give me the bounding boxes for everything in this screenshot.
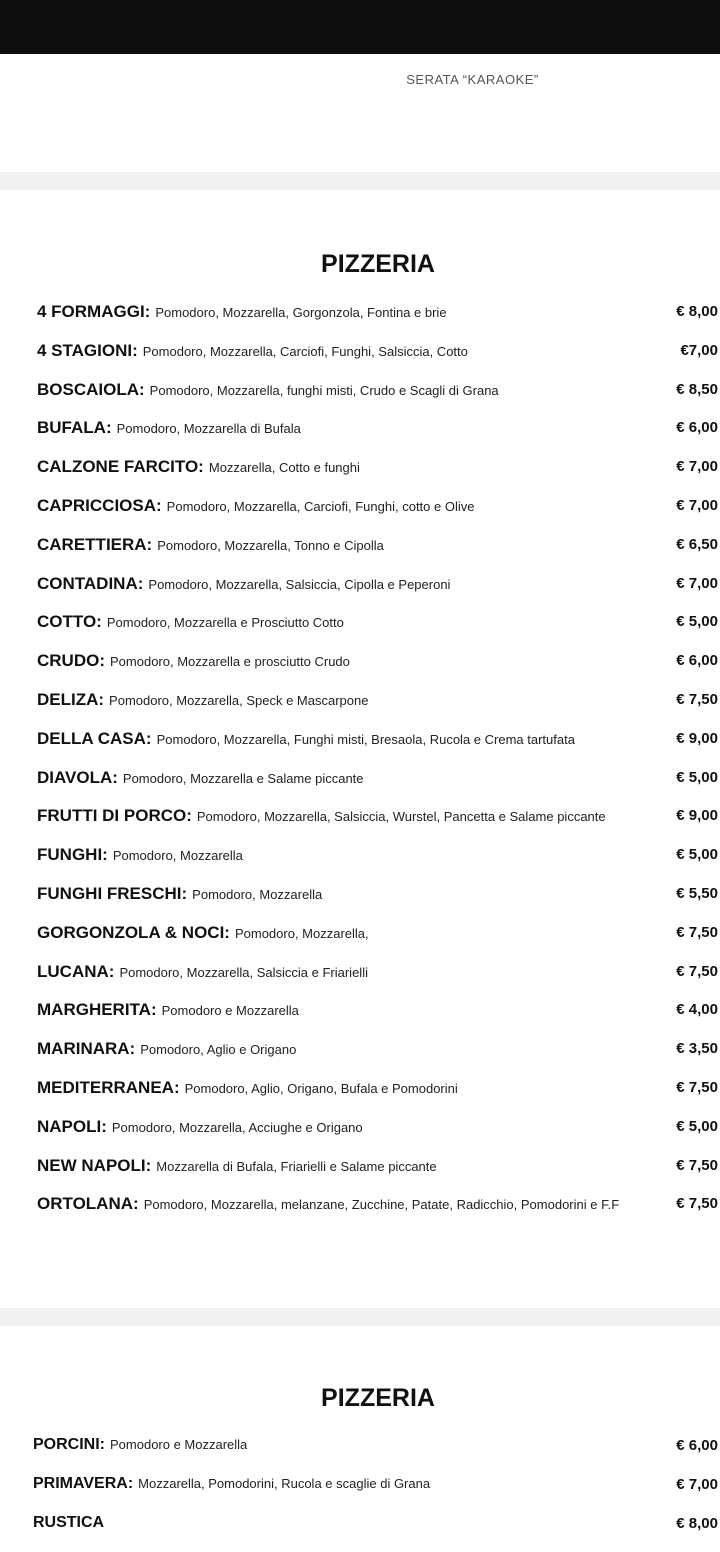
item-name-wrap [37, 845, 243, 865]
item-description: Pomodoro, Mozzarella, funghi misti, Crudo e Scagli di Grana [149, 382, 499, 398]
item-description: Pomodoro, Mozzarella di Bufala [116, 421, 301, 437]
item-description: Mozzarella di Bufala, Friarielli e Salame piccante [156, 1158, 437, 1174]
item-price: € 5,00 [676, 1117, 718, 1135]
item-description: Pomodoro e Mozzarella [161, 1003, 299, 1019]
item-name-wrap [37, 1117, 363, 1137]
menu-item [0, 1078, 720, 1117]
item-price: € 7,50 [676, 1195, 718, 1213]
item-name-wrap [37, 574, 450, 594]
item-price: € 5,00 [676, 613, 718, 631]
item-name-wrap [33, 1436, 247, 1454]
menu-list [0, 302, 720, 1233]
item-description: Pomodoro, Mozzarella e Prosciutto Cotto [106, 615, 344, 631]
menu-item [0, 806, 720, 845]
item-name-wrap [37, 380, 499, 400]
item-name: NAPOLI: [37, 1116, 107, 1136]
item-price: € 7,50 [676, 1078, 718, 1096]
menu-item [0, 1117, 720, 1156]
item-price: € 9,00 [676, 807, 718, 825]
item-name: ORTOLANA: [37, 1194, 139, 1214]
item-price: € 7,50 [676, 923, 718, 941]
item-name: CALZONE FARCITO: [37, 457, 204, 477]
page-title: PIZZERIA [321, 250, 435, 278]
menu-page-1 [0, 190, 720, 1308]
item-name-wrap [37, 884, 322, 904]
menu-item [0, 457, 720, 496]
menu-item [0, 1156, 720, 1195]
item-name-wrap [33, 1475, 430, 1493]
item-name-wrap [37, 612, 344, 632]
menu-item [0, 496, 720, 535]
item-name-wrap [37, 962, 368, 982]
menu-item [0, 768, 720, 807]
status-bar [0, 0, 720, 54]
menu-item [0, 535, 720, 574]
item-name-wrap [37, 651, 350, 671]
item-name: CONTADINA: [37, 573, 144, 593]
item-name-wrap [37, 923, 369, 943]
menu-item [0, 380, 720, 419]
menu-item [0, 923, 720, 962]
item-name: RUSTICA [33, 1513, 105, 1531]
item-name: CAPRICCIOSA: [37, 495, 162, 515]
item-description: Pomodoro, Mozzarella, [234, 925, 369, 941]
menu-item [0, 884, 720, 923]
item-name-wrap [37, 1039, 296, 1059]
menu-item [0, 341, 720, 380]
item-price: €7,00 [680, 341, 718, 359]
menu-list [0, 1436, 720, 1552]
menu-item [0, 1194, 720, 1233]
item-name-wrap [37, 457, 360, 477]
item-price: € 9,00 [676, 729, 718, 747]
menu-item [0, 690, 720, 729]
menu-item [0, 729, 720, 768]
item-description: Pomodoro, Mozzarella, Tonno e Cipolla [157, 537, 384, 553]
item-price: € 6,50 [676, 535, 718, 553]
item-name: FRUTTI DI PORCO: [37, 806, 192, 826]
item-name: NEW NAPOLI: [37, 1155, 152, 1175]
item-name: BOSCAIOLA: [37, 379, 145, 399]
item-description: Mozzarella, Pomodorini, Rucola e scaglie di Grana [138, 1475, 431, 1491]
item-name-wrap [37, 690, 368, 710]
item-name: LUCANA: [37, 961, 115, 981]
item-description: Pomodoro, Mozzarella [192, 886, 323, 902]
event-title: SERATA “KARAOKE” [406, 72, 539, 87]
item-price: € 5,00 [676, 846, 718, 864]
item-description: Mozzarella, Cotto e funghi [208, 460, 360, 476]
item-price: € 7,50 [676, 962, 718, 980]
menu-page-2 [0, 1326, 720, 1532]
item-name: GORGONZOLA & NOCI: [37, 922, 230, 942]
item-name-wrap [37, 341, 468, 361]
item-name: PORCINI: [33, 1436, 105, 1453]
item-name-wrap [33, 1514, 109, 1532]
menu-item [0, 574, 720, 613]
menu-item [0, 418, 720, 457]
item-name-wrap [37, 535, 384, 555]
item-price: € 5,50 [676, 884, 718, 902]
item-description: Pomodoro, Mozzarella e Salame piccante [122, 770, 364, 786]
item-price: € 6,00 [676, 419, 718, 437]
item-name-wrap [37, 1156, 437, 1176]
item-price: € 7,50 [676, 690, 718, 708]
item-name: MEDITERRANEA: [37, 1077, 180, 1097]
item-price: € 7,00 [676, 574, 718, 592]
item-name: 4 STAGIONI: [37, 340, 138, 360]
item-description: Pomodoro, Aglio, Origano, Bufala e Pomodorini [184, 1080, 458, 1096]
item-price: € 8,00 [676, 1514, 718, 1532]
page-divider [0, 172, 720, 190]
page-divider [0, 1308, 720, 1326]
menu-item [0, 1039, 720, 1078]
item-description: Pomodoro, Mozzarella, Carciofi, Funghi, Salsiccia, Cotto [142, 343, 468, 359]
item-description: Pomodoro, Aglio e Origano [140, 1042, 297, 1058]
item-name: MARINARA: [37, 1039, 136, 1059]
item-description: Pomodoro, Mozzarella, Salsiccia e Friarielli [119, 964, 368, 980]
item-name: 4 FORMAGGI: [37, 302, 151, 321]
item-description: Pomodoro, Mozzarella, melanzane, Zucchine, Patate, Radicchio, Pomodorini e F.F [143, 1197, 620, 1213]
item-name: PRIMAVERA: [33, 1474, 134, 1492]
item-name-wrap [37, 418, 301, 438]
item-description: Pomodoro, Mozzarella, Salsiccia, Wurstel, Pancetta e Salame piccante [196, 809, 606, 825]
item-name: FUNGHI: [37, 845, 108, 865]
menu-item [0, 962, 720, 1001]
item-description: Pomodoro, Mozzarella, Speck e Mascarpone [109, 692, 369, 708]
menu-item [0, 1436, 720, 1475]
item-name-wrap [37, 302, 447, 322]
page-title: PIZZERIA [321, 1384, 435, 1412]
menu-item [0, 1000, 720, 1039]
item-name: FUNGHI FRESCHI: [37, 883, 188, 903]
menu-item [0, 845, 720, 884]
item-price: € 6,00 [676, 652, 718, 670]
item-price: € 8,00 [676, 303, 718, 320]
item-name: DIAVOLA: [37, 767, 118, 787]
item-name: DELIZA: [37, 689, 105, 709]
item-price: € 5,00 [676, 768, 718, 786]
item-name: MARGHERITA: [37, 1000, 157, 1020]
item-name: DELLA CASA: [37, 728, 152, 748]
item-name: CRUDO: [37, 651, 105, 671]
menu-item [0, 1475, 720, 1514]
item-price: € 4,00 [676, 1001, 718, 1019]
item-description: Pomodoro, Mozzarella, Gorgonzola, Fontina e brie [155, 305, 447, 320]
item-name-wrap [37, 806, 606, 826]
item-price: € 6,00 [676, 1437, 718, 1454]
item-price: € 8,50 [676, 380, 718, 398]
menu-item [0, 302, 720, 341]
item-name: BUFALA: [37, 418, 112, 438]
item-name-wrap [37, 1000, 299, 1020]
item-description: Pomodoro, Mozzarella [112, 848, 243, 864]
item-price: € 7,00 [676, 496, 718, 514]
item-name-wrap [37, 496, 474, 516]
item-description: Pomodoro, Mozzarella e prosciutto Crudo [110, 654, 350, 670]
item-description: Pomodoro, Mozzarella, Funghi misti, Bresaola, Rucola e Crema tartufata [156, 731, 575, 747]
item-name-wrap [37, 1078, 458, 1098]
item-description: Pomodoro, Mozzarella, Carciofi, Funghi, cotto e Olive [166, 498, 475, 514]
item-name-wrap [37, 729, 575, 749]
item-name-wrap [37, 1194, 619, 1214]
item-price: € 7,50 [676, 1156, 718, 1174]
menu-item [0, 612, 720, 651]
item-description: Pomodoro, Mozzarella, Salsiccia, Cipolla e Peperoni [148, 576, 451, 592]
menu-item [0, 1514, 720, 1552]
item-price: € 7,00 [676, 458, 718, 476]
item-name-wrap [37, 768, 364, 788]
item-description: Pomodoro, Mozzarella, Acciughe e Origano [111, 1119, 363, 1135]
item-price: € 7,00 [676, 1475, 718, 1493]
item-name: COTTO: [37, 612, 102, 632]
item-name: CARETTIERA: [37, 534, 153, 554]
item-description: Pomodoro e Mozzarella [110, 1437, 248, 1452]
menu-item [0, 651, 720, 690]
item-price: € 3,50 [676, 1040, 718, 1058]
